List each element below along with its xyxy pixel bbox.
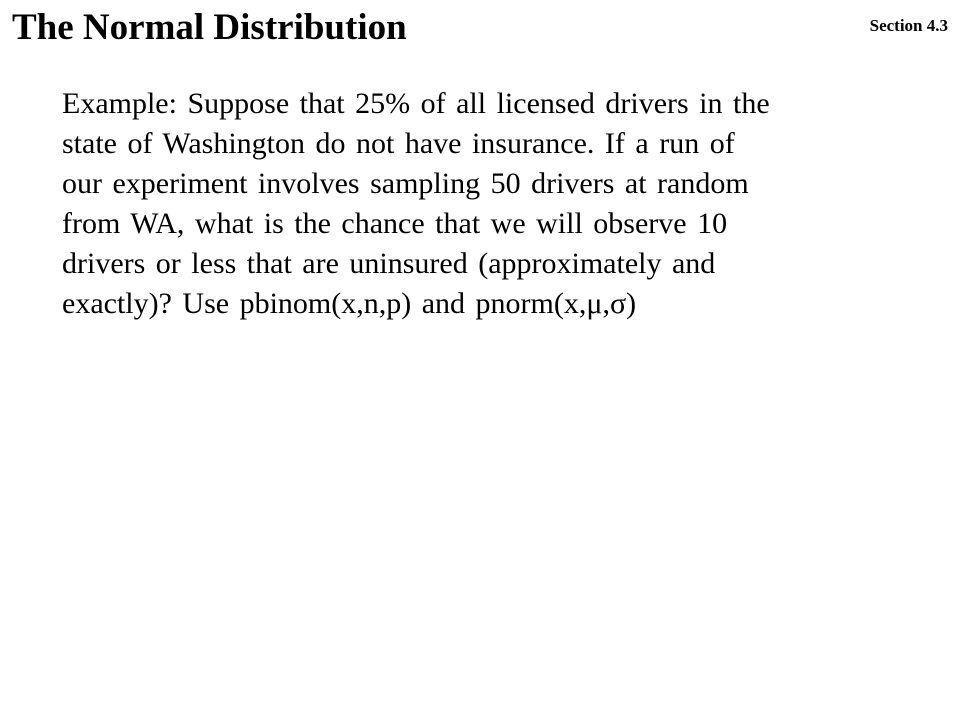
section-label: Section 4.3 xyxy=(869,16,948,35)
paragraph-line: exactly)? Use pbinom(x,n,p) and pnorm(x,μ,σ) xyxy=(62,287,637,320)
paragraph-line: Example: Suppose that 25% of all licensed drivers in the xyxy=(62,87,770,120)
page-title: The Normal Distribution xyxy=(12,7,407,48)
paragraph-line: from WA, what is the chance that we will observe 10 xyxy=(62,207,728,240)
paragraph-line: state of Washington do not have insurance. If a run of xyxy=(62,127,735,160)
example-paragraph xyxy=(62,84,922,324)
paragraph-line: drivers or less that are uninsured (approximately and xyxy=(62,247,716,280)
paragraph-line: our experiment involves sampling 50 drivers at random xyxy=(62,167,749,200)
